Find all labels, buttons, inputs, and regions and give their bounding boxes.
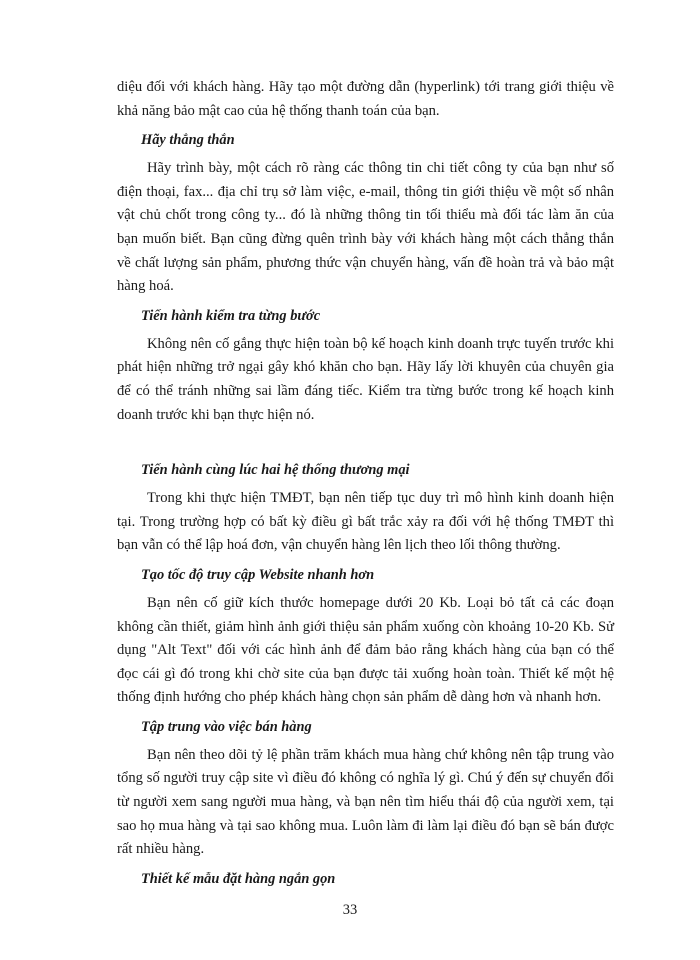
section-body-5: Bạn nên theo dõi tỷ lệ phần trăm khách mua hàng chứ không nên tập trung vào tổng số người truy cập site vì điều đó không có nghĩa lý gì. Chú ý đến sự chuyển đổi từ người xem sang người mua hàng, và bạn nên tìm hiểu thái độ của người xem, tại sao họ mua hàng và tại sao không mua. Luôn làm đi làm lại điều đó bạn sẽ bán được rất nhiều hàng. <box>117 746 614 858</box>
section-heading-2: Tiến hành kiểm tra từng bước <box>141 307 321 324</box>
section-heading-6: Thiết kế mẫu đặt hàng ngắn gọn <box>141 870 336 887</box>
section-heading-3: Tiến hành cùng lúc hai hệ thống thương mại <box>141 462 410 479</box>
page-number: 33 <box>342 902 358 918</box>
section-body-4: Bạn nên cố giữ kích thước homepage dưới 20 Kb. Loại bỏ tất cả các đoạn không cần thiết, giảm hình ảnh giới thiệu sản phẩm xuống còn khoảng 10-20 Kb. Sử dụng "Alt Text" đối với các hình ảnh để đảm bảo rằng khách hàng của bạn có thể đọc cái gì đó trong khi chờ site của bạn được tải xuống hoàn toàn. Thiết kế một hệ thống định hướng cho phép khách hàng chọn sản phẩm dễ dàng hơn và nhanh hơn. <box>117 594 614 706</box>
section-body-2: Không nên cố gắng thực hiện toàn bộ kế hoạch kinh doanh trực tuyến trước khi phát hiện những trở ngại gây khó khăn cho bạn. Hãy lấy lời khuyên của chuyên gia để có thể tránh những sai lầm đáng tiếc. Kiểm tra từng bước trong kế hoạch kinh doanh trước khi bạn thực hiện nó. <box>117 335 614 423</box>
section-heading-1: Hãy thẳng thắn <box>141 132 235 149</box>
section-body-3: Trong khi thực hiện TMĐT, bạn nên tiếp tục duy trì mô hình kinh doanh hiện tại. Trong trường hợp có bất kỳ điều gì bất trắc xảy ra đối với hệ thống TMĐT thì bạn vẫn có thể lập hoá đơn, vận chuyển hàng lên lịch theo lối thông thường. <box>117 490 614 554</box>
section-heading-4: Tạo tốc độ truy cập Website nhanh hơn <box>141 566 375 583</box>
page-content <box>117 76 614 896</box>
section-body-1: Hãy trình bày, một cách rõ ràng các thông tin chi tiết công ty của bạn như số điện thoại, fax... địa chỉ trụ sở làm việc, e-mail, thông tin giới thiệu về một số nhân vật chủ chốt trong công ty... đó là những thông tin tối thiểu mà đối tác làm ăn của bạn muốn biết. Bạn cũng đừng quên trình bày với khách hàng một cách thẳng thắn về chất lượng sản phẩm, phương thức vận chuyển hàng, vấn đề hoàn trả và bảo mật hàng hoá. <box>117 160 614 295</box>
section-heading-5: Tập trung vào việc bán hàng <box>141 718 312 735</box>
intro-paragraph: diệu đối với khách hàng. Hãy tạo một đường dẫn (hyperlink) tới trang giới thiệu về khả năng bảo mật cao của hệ thống thanh toán của bạn. <box>117 79 614 119</box>
